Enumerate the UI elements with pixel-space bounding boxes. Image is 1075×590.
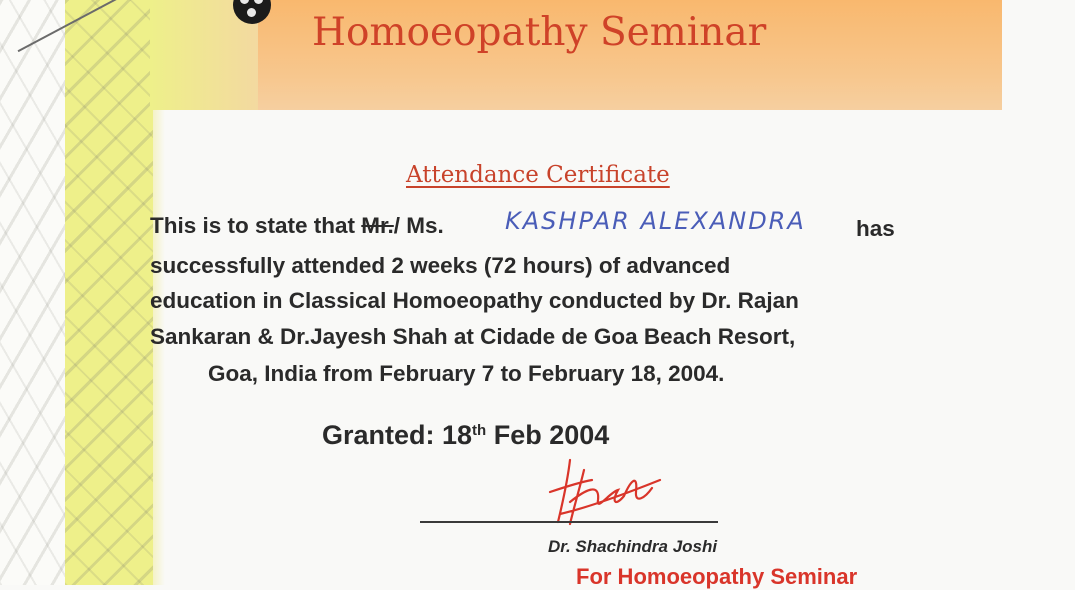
certificate-line-3: education in Classical Homoeopathy conducted by Dr. Rajan — [150, 288, 799, 313]
decorative-border-pattern — [0, 0, 65, 585]
granted-label: Granted: 18 — [322, 420, 473, 450]
granted-date — [322, 420, 609, 451]
organization-sign: For Homoeopathy Seminar — [576, 564, 858, 589]
certificate-line-2: successfully attended 2 weeks (72 hours) of advanced — [150, 253, 731, 278]
decorative-yellow-strip — [65, 0, 153, 585]
line1-mid: / Ms. — [393, 213, 444, 238]
certificate-line-4: Sankaran & Dr.Jayesh Shah at Cidade de Goa Beach Resort, — [150, 324, 796, 349]
granted-ordinal: th — [472, 422, 487, 439]
certificate-line-5: Goa, India from February 7 to February 18, 2004. — [208, 361, 725, 386]
line1-suffix: has — [856, 216, 895, 241]
seminar-title: Homoeopathy Seminar — [312, 10, 767, 55]
handwritten-signature — [540, 452, 670, 532]
signature-line — [420, 521, 718, 523]
signatory-name: Dr. Shachindra Joshi — [548, 537, 718, 556]
certificate-line-1 — [150, 213, 444, 239]
certificate-heading: Attendance Certificate — [406, 162, 670, 188]
line1-prefix: This is to state that — [150, 213, 362, 238]
participant-name: KASHPAR ALEXANDRA — [505, 207, 806, 235]
granted-rest: Feb 2004 — [486, 420, 610, 450]
struck-title: Mr. — [361, 213, 394, 238]
